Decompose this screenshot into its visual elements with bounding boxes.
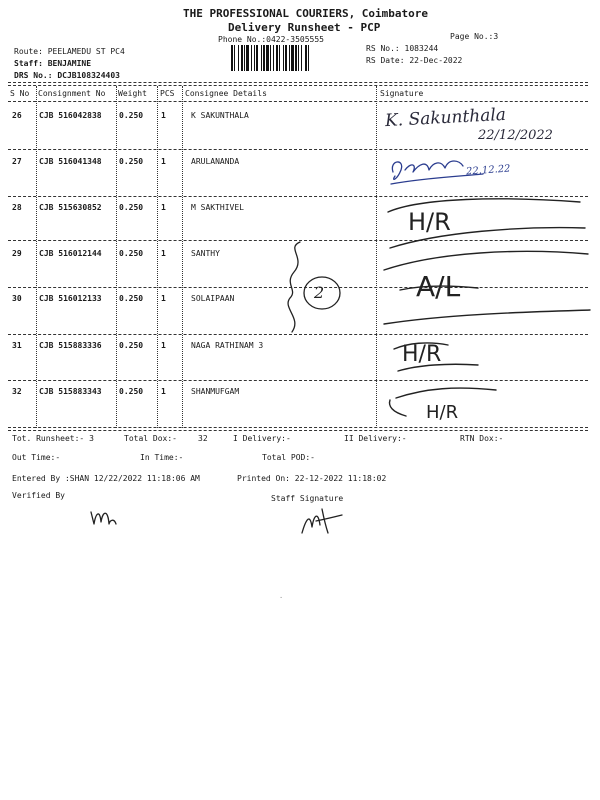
- drs-number: DRS No.: DCJB108324403: [14, 71, 120, 80]
- staff-label: Staff: BENJAMINE: [14, 59, 92, 68]
- col-header-weight: Weight: [118, 89, 147, 98]
- row-consignment: CJB 516012144: [39, 249, 102, 258]
- row-pcs: 1: [161, 249, 166, 258]
- rs-date: RS Date: 22-Dec-2022: [366, 56, 463, 65]
- barcode: [231, 45, 357, 71]
- row-consignee: NAGA RATHINAM 3: [191, 341, 264, 350]
- staff-signature: [298, 505, 348, 537]
- barcode-bar: [305, 45, 307, 71]
- entered-by: Entered By :SHAN 12/22/2022 11:18:06 AM: [12, 474, 200, 483]
- i-delivery-label: I Delivery:-: [233, 434, 291, 443]
- row-consignee: ARULANANDA: [191, 157, 240, 166]
- table-top-rule-2: [8, 85, 588, 86]
- ii-delivery-label: II Delivery:-: [344, 434, 407, 443]
- barcode-bar: [289, 45, 290, 71]
- barcode-bar: [263, 45, 265, 71]
- row-sno: 27: [12, 157, 22, 166]
- company-name: THE PROFESSIONAL COURIERS, Coimbatore: [183, 7, 429, 20]
- route-label: Route: PEELAMEDU ST PC4: [14, 47, 125, 56]
- col-divider: [182, 86, 183, 428]
- staff-signature-label: Staff Signature: [271, 494, 344, 503]
- barcode-bar: [234, 45, 235, 71]
- barcode-bar: [291, 45, 294, 71]
- in-time-label: In Time:-: [140, 453, 184, 462]
- row-consignee: SOLAIPAAN: [191, 294, 235, 303]
- page-number: Page No.:3: [450, 32, 499, 41]
- barcode-bar: [279, 45, 280, 71]
- col-header-signature: Signature: [380, 89, 424, 98]
- barcode-bar: [276, 45, 278, 71]
- signature-30-marks: [378, 240, 593, 330]
- signature-26-date: 22/12/2022: [478, 128, 553, 143]
- barcode-bar: [246, 45, 249, 71]
- col-header-consignee: Consignee Details: [185, 89, 267, 98]
- col-header-sno: S No: [10, 89, 30, 98]
- header-rule: [8, 101, 588, 102]
- row-pcs: 1: [161, 157, 166, 166]
- barcode-bar: [285, 45, 287, 71]
- total-dox-label: Total Dox:-: [124, 434, 177, 443]
- document-title: Delivery Runsheet - PCP: [228, 21, 381, 34]
- row-consignee: M SAKTHIVEL: [191, 203, 244, 212]
- barcode-bar: [270, 45, 271, 71]
- row-consignee: K SAKUNTHALA: [191, 111, 249, 120]
- row-weight: 0.250: [119, 111, 144, 120]
- col-divider: [376, 86, 377, 428]
- rtn-dox-label: RTN Dox:-: [460, 434, 504, 443]
- row-weight: 0.250: [119, 387, 144, 396]
- signature-32-hr: H/R: [426, 402, 459, 423]
- row-weight: 0.250: [119, 203, 144, 212]
- row-weight: 0.250: [119, 341, 144, 350]
- printed-on: Printed On: 22-12-2022 11:18:02: [237, 474, 387, 483]
- row-consignment: CJB 516012133: [39, 294, 102, 303]
- verified-by-label: Verified By: [12, 491, 65, 500]
- barcode-bar: [298, 45, 299, 71]
- row-weight: 0.250: [119, 294, 144, 303]
- barcode-bar: [261, 45, 262, 71]
- signature-28-hr: H/R: [408, 208, 451, 236]
- barcode-bar: [241, 45, 243, 71]
- row-weight: 0.250: [119, 249, 144, 258]
- col-header-consignment: Consignment No: [38, 89, 106, 98]
- barcode-bar: [244, 45, 245, 71]
- col-divider: [157, 86, 158, 428]
- row-sno: 28: [12, 203, 22, 212]
- barcode-bar: [283, 45, 284, 71]
- phone-number: Phone No.:0422-3505555: [218, 35, 324, 44]
- barcode-bar: [273, 45, 274, 71]
- row-sno: 29: [12, 249, 22, 258]
- col-divider: [116, 86, 117, 428]
- row-consignment: CJB 515630852: [39, 203, 102, 212]
- table-top-rule: [8, 82, 588, 83]
- row-rule: [8, 427, 588, 428]
- row-consignment: CJB 515883336: [39, 341, 102, 350]
- row-pcs: 1: [161, 387, 166, 396]
- tot-runsheet: Tot. Runsheet:- 3: [12, 434, 94, 443]
- barcode-bar: [266, 45, 269, 71]
- barcode-bar: [251, 45, 252, 71]
- verifier-signature: [88, 502, 128, 532]
- table-bottom-rule: [8, 430, 588, 431]
- signature-27-date: 22.12.22: [465, 163, 511, 178]
- row-consignee: SHANMUFGAM: [191, 387, 240, 396]
- out-time-label: Out Time:-: [12, 453, 61, 462]
- row-sno: 31: [12, 341, 22, 350]
- row-pcs: 1: [161, 341, 166, 350]
- row-sno: 32: [12, 387, 22, 396]
- row-consignment: CJB 516042838: [39, 111, 102, 120]
- total-pod-label: Total POD:-: [262, 453, 315, 462]
- barcode-bar: [231, 45, 233, 71]
- barcode-bar: [295, 45, 297, 71]
- row-consignment: CJB 516041348: [39, 157, 102, 166]
- col-header-pcs: PCS: [160, 89, 175, 98]
- row-sno: 26: [12, 111, 22, 120]
- circled-number: 2: [314, 283, 325, 302]
- row-pcs: 1: [161, 203, 166, 212]
- row-pcs: 1: [161, 294, 166, 303]
- row-consignee: SANTHY: [191, 249, 220, 258]
- col-divider: [36, 86, 37, 428]
- signature-30-al: A/L: [416, 270, 461, 303]
- barcode-bar: [308, 45, 309, 71]
- row-consignment: CJB 515883343: [39, 387, 102, 396]
- signature-31-hr: H/R: [402, 342, 442, 367]
- total-dox-value: 32: [198, 434, 208, 443]
- barcode-bar: [238, 45, 239, 71]
- rs-number: RS No.: 1083244: [366, 44, 439, 53]
- row-sno: 30: [12, 294, 22, 303]
- barcode-bar: [254, 45, 255, 71]
- row-weight: 0.250: [119, 157, 144, 166]
- barcode-bar: [301, 45, 302, 71]
- signature-26-name: K. Sakunthala: [384, 104, 507, 132]
- row-pcs: 1: [161, 111, 166, 120]
- barcode-bar: [256, 45, 258, 71]
- scan-speck: ·: [279, 594, 284, 602]
